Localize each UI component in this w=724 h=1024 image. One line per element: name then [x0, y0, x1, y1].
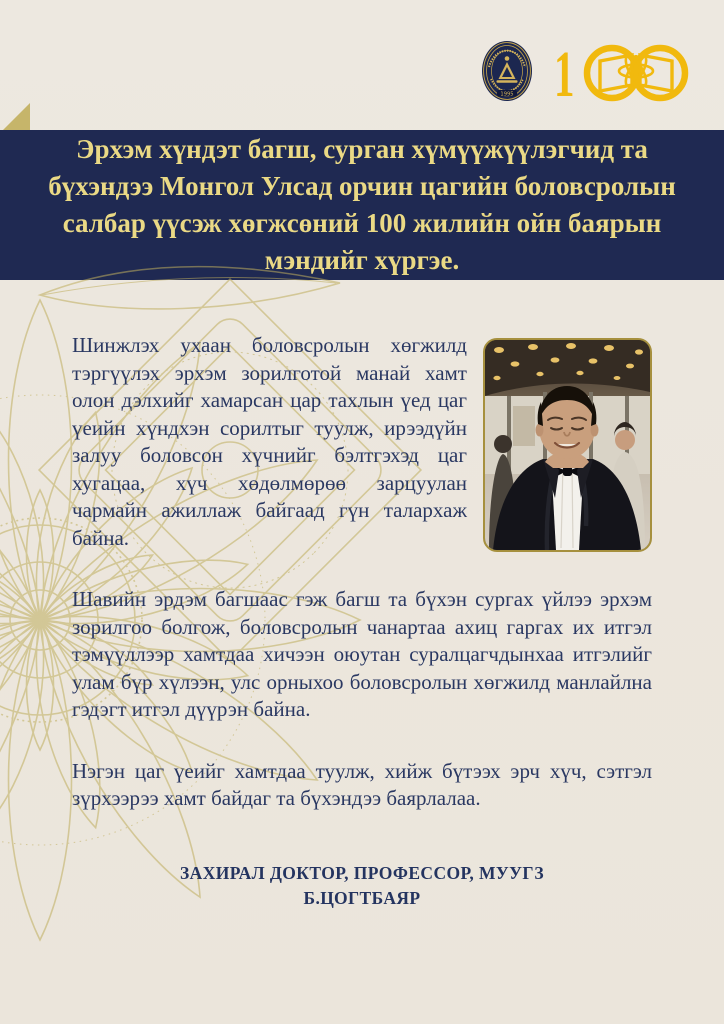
paragraph-2: Шавийн эрдэм багшаас гэж багш та бүхэн сургах үйлээ эрхэм зорилгоо болгож, боловсролын чанартаа ахиц гаргах их итгэл тэмүүллээр хамтдаа хичээн оюутан суралцагчдынхаа итгэлийг улам бүр хүлээн, улс орныхоо боловсролын хөгжилд манлайлна гэдэгт итгэл дүүрэн байна. [72, 587, 652, 721]
letter-body [0, 280, 724, 911]
signature-name: Б.ЦОГТБАЯР [303, 887, 421, 908]
paragraph-1: Шинжлэх ухаан боловсролын хөгжилд тэргүүлэх эрхэм зорилготой манай хамт олон дэлхийг хамарсан цар тахлын үед цаг үеийн хүндхэн сорилтыг туулж, ирээдүйн залуу боловсон хүчнийг бэлтгэхэд цаг хугацаа, хүч хөдөлмөрөө зарцуулан чармайн ажиллаж байгаад гүн талархаж байна. [72, 333, 467, 550]
director-photo-image [485, 340, 650, 550]
anniversary-100-logo [554, 44, 690, 102]
greeting-banner [0, 130, 724, 280]
director-photo [483, 338, 652, 552]
greeting-headline: Эрхэм хүндэт багш, сурган хүмүүжүүлэгчид та бүхэндээ Монгол Улсад орчин цагийн боловсролын салбар үүсэж хөгжсөний 100 жилийн ойн баярын мэндийг хүргэе. [48, 134, 676, 275]
seal-year: 1995 [500, 91, 514, 98]
signature-block [72, 861, 652, 911]
signature-title: ЗАХИРАЛ ДОКТОР, ПРОФЕССОР, МУУГЗ [180, 862, 544, 883]
paragraph-3: Нэгэн цаг үеийг хамтдаа туулж, хийж бүтээх эрч хүч, сэтгэл зүрхээрээ хамт байдаг та бүхэндээ баярлалаа. [72, 758, 652, 810]
header-band [0, 0, 724, 130]
university-seal-icon [482, 41, 532, 101]
digit-one: 1 [554, 44, 575, 102]
atom-icon [619, 53, 653, 89]
